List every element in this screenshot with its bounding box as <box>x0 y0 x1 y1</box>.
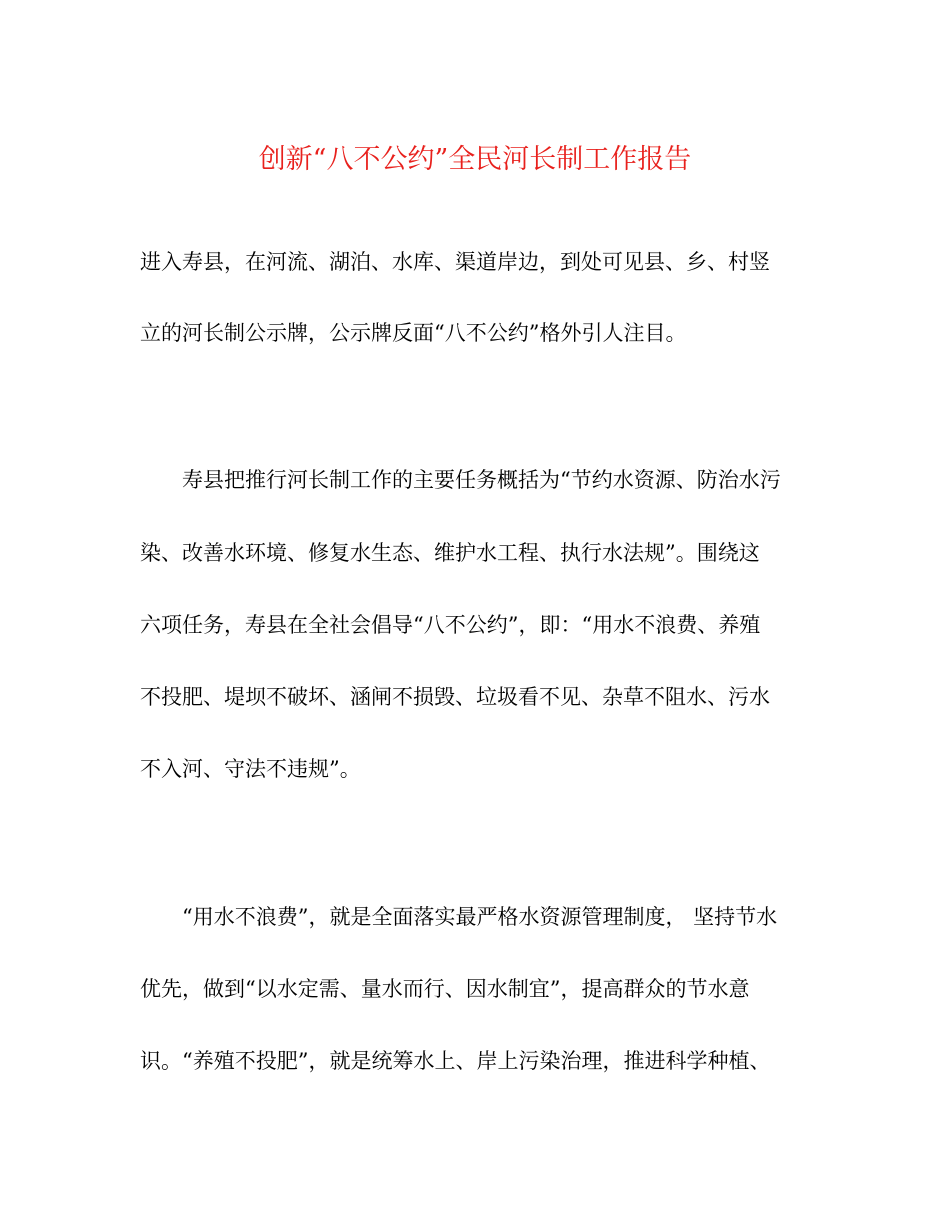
paragraph-line: 不投肥、堤坝不破坏、涵闸不损毁、垃圾看不见、杂草不阻水、污水 <box>140 685 770 709</box>
paragraph-line: 进入寿县，在河流、湖泊、水库、渠道岸边，到处可见县、乡、村竖 <box>140 250 770 274</box>
paragraph-line: “用水不浪费”，就是全面落实最严格水资源管理制度， 坚持节水 <box>182 905 778 929</box>
paragraph-line: 优先，做到“以水定需、量水而行、因水制宜”，提高群众的节水意 <box>140 977 750 1001</box>
paragraph-line: 寿县把推行河长制工作的主要任务概括为“节约水资源、防治水污 <box>182 468 781 492</box>
paragraph-line: 立的河长制公示牌，公示牌反面“八不公约”格外引人注目。 <box>140 321 687 345</box>
paragraph-line: 染、改善水环境、修复水生态、维护水工程、执行水法规”。围绕这 <box>140 541 760 565</box>
paragraph-line: 六项任务，寿县在全社会倡导“八不公约”，即：“用水不浪费、养殖 <box>140 613 761 637</box>
document-title: 创新“八不公约”全民河长制工作报告 <box>258 144 692 175</box>
paragraph-line: 不入河、守法不违规”。 <box>140 757 361 781</box>
paragraph-line: 识。“养殖不投肥”，就是统筹水上、岸上污染治理，推进科学种植、 <box>140 1049 771 1073</box>
